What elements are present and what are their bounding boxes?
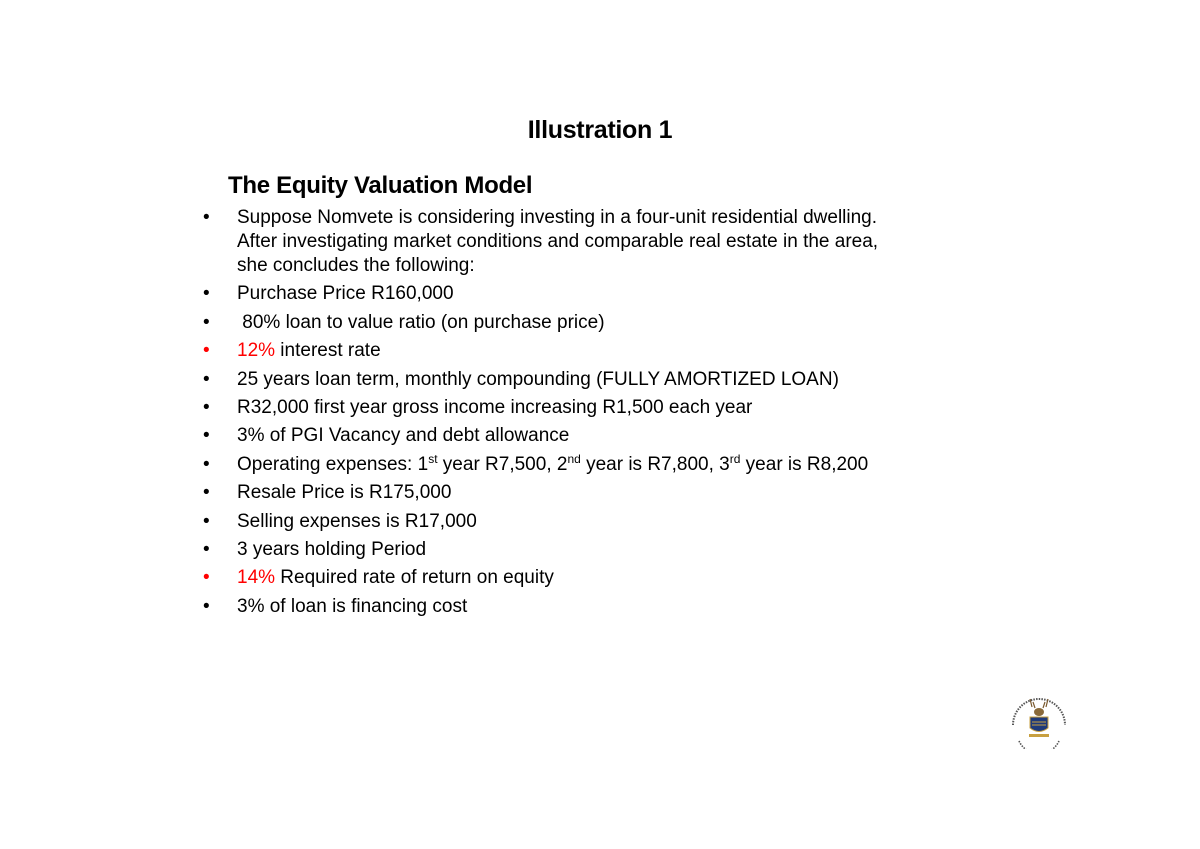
bullet-text: 3% of PGI Vacancy and debt allowance xyxy=(237,425,570,447)
bullet-text: Selling expenses is R17,000 xyxy=(237,510,477,532)
list-item xyxy=(203,481,993,505)
bullet-text: 80% loan to value ratio (on purchase price) xyxy=(237,311,605,333)
bullet-icon: • xyxy=(203,595,210,617)
bullet-icon: • xyxy=(203,453,210,475)
bullet-text: year is R7,800, 3 xyxy=(580,453,730,475)
bullet-text: year is R8,200 xyxy=(740,453,869,475)
bullet-text: year R7,500, 2 xyxy=(437,453,568,475)
bullet-icon: • xyxy=(203,567,210,589)
list-item xyxy=(203,282,993,306)
bullet-text: she concludes the following: xyxy=(237,255,475,276)
superscript: rd xyxy=(729,451,741,466)
list-item xyxy=(203,424,993,448)
superscript: nd xyxy=(567,451,581,466)
bullet-icon: • xyxy=(203,311,210,333)
bullet-icon: • xyxy=(203,340,210,362)
bullet-icon: • xyxy=(203,396,210,418)
list-item xyxy=(203,396,993,420)
list-item xyxy=(203,566,993,590)
bullet-icon: • xyxy=(203,482,210,504)
bullet-text: Resale Price is R175,000 xyxy=(237,482,452,504)
list-item xyxy=(203,311,993,335)
bullet-icon: • xyxy=(203,283,210,305)
bullet-text: 3 years holding Period xyxy=(237,538,427,560)
highlight-rate: 12% xyxy=(237,340,276,362)
bullet-icon: • xyxy=(203,510,210,532)
bullet-text: Operating expenses: 1 xyxy=(237,453,429,475)
university-crest-icon xyxy=(1005,695,1073,749)
list-item xyxy=(203,206,993,278)
bullet-icon: • xyxy=(203,207,210,228)
superscript: st xyxy=(428,451,438,466)
list-item xyxy=(203,510,993,534)
bullet-text: Purchase Price R160,000 xyxy=(237,283,454,305)
list-item xyxy=(203,453,993,477)
bullet-text: R32,000 first year gross income increasing R1,500 each year xyxy=(237,396,753,418)
bullet-icon: • xyxy=(203,368,210,390)
list-item xyxy=(203,538,993,562)
bullet-text: 25 years loan term, monthly compounding (FULLY AMORTIZED LOAN) xyxy=(237,368,839,390)
bullet-icon: • xyxy=(203,425,210,447)
slide-subtitle: The Equity Valuation Model xyxy=(228,172,533,199)
bullet-icon: • xyxy=(203,538,210,560)
bullet-list xyxy=(203,206,993,623)
list-item xyxy=(203,595,993,619)
highlight-rate: 14% xyxy=(237,567,276,589)
list-item xyxy=(203,339,993,363)
bullet-text: Suppose Nomvete is considering investing in a four-unit residential dwelling. xyxy=(237,207,878,228)
slide-title: Illustration 1 xyxy=(527,116,673,144)
bullet-text: Required rate of return on equity xyxy=(275,567,554,589)
list-item xyxy=(203,368,993,392)
bullet-text: interest rate xyxy=(275,340,381,362)
bullet-text: After investigating market conditions and comparable real estate in the area, xyxy=(237,231,879,252)
bullet-text: 3% of loan is financing cost xyxy=(237,595,468,617)
